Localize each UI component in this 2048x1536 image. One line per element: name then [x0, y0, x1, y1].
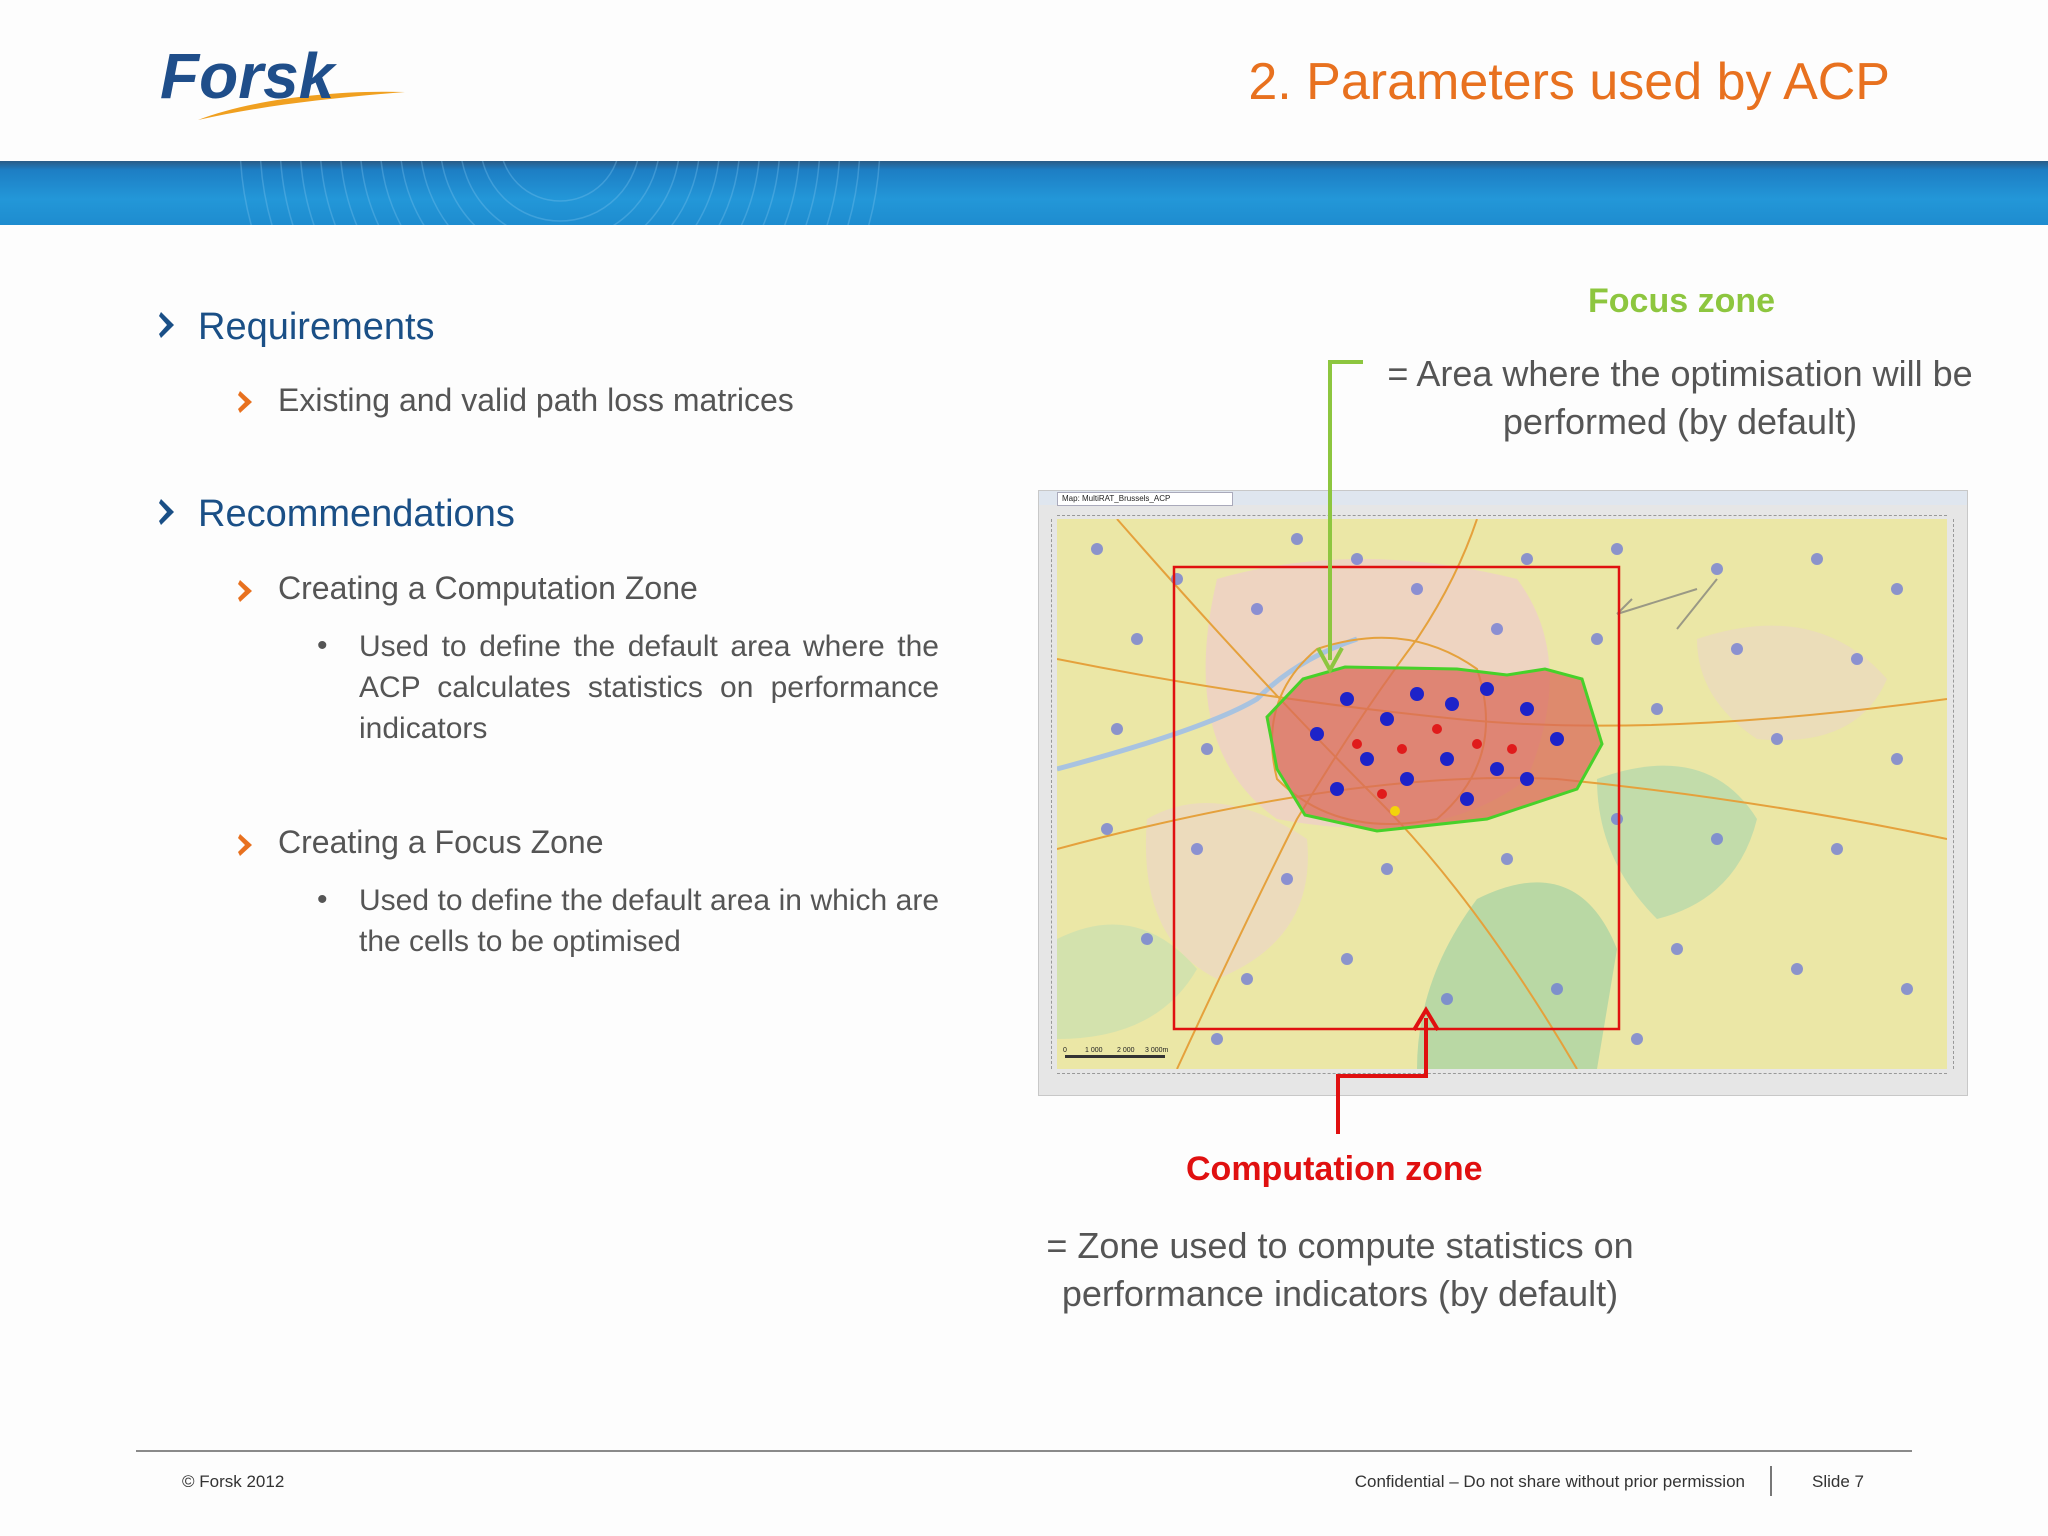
bullet-dot: •	[317, 883, 328, 916]
footer-slide-number: Slide 7	[1812, 1472, 1864, 1491]
recommendations-heading: Recommendations	[198, 493, 515, 535]
logo-text: Forsk	[160, 40, 335, 112]
computation-zone-chevron-icon	[237, 578, 255, 609]
right-ruler	[1953, 519, 1962, 1069]
requirement-item: Existing and valid path loss matrices	[278, 382, 794, 418]
slide-title: 2. Parameters used by ACP	[1248, 53, 1890, 111]
footer-confidential: Confidential – Do not share without prior permission	[1354, 1472, 1745, 1491]
svg-text:3 000m: 3 000m	[1145, 1047, 1169, 1054]
computation-zone-label: Computation zone	[1186, 1150, 1483, 1188]
focus-zone-detail: Used to define the default area in which are the cells to be optimised	[359, 884, 939, 958]
focus-zone-chevron-icon	[237, 832, 255, 863]
recommendations-chevron-icon	[158, 497, 178, 532]
svg-text:2 000: 2 000	[1117, 1047, 1135, 1054]
footer-copyright: © Forsk 2012	[182, 1472, 285, 1491]
footer-separator	[1770, 1466, 1772, 1496]
svg-text:0: 0	[1063, 1047, 1067, 1054]
map-tab[interactable]: Map: MultiRAT_Brussels_ACP	[1057, 492, 1233, 506]
header-banner	[0, 161, 2048, 225]
forsk-logo	[160, 40, 410, 130]
computation-zone-description: = Zone used to compute statistics on performance indicators (by default)	[1046, 1225, 1634, 1314]
svg-text:1 000: 1 000	[1085, 1047, 1103, 1054]
requirement-chevron-icon	[237, 389, 255, 420]
zone-connectors	[1038, 350, 1518, 1150]
requirements-heading: Requirements	[198, 306, 435, 348]
footer-divider	[136, 1450, 1912, 1452]
requirements-chevron-icon	[158, 310, 178, 345]
recommendation-focus-zone: Creating a Focus Zone	[278, 824, 604, 860]
computation-zone-detail: Used to define the default area where the ACP calculates statistics on performance indicators	[359, 630, 939, 745]
bullet-dot: •	[317, 629, 328, 662]
focus-zone-label: Focus zone	[1588, 282, 1776, 320]
focus-zone-description: = Area where the optimisation will be performed (by default)	[1387, 353, 1973, 442]
recommendation-computation-zone: Creating a Computation Zone	[278, 570, 698, 606]
